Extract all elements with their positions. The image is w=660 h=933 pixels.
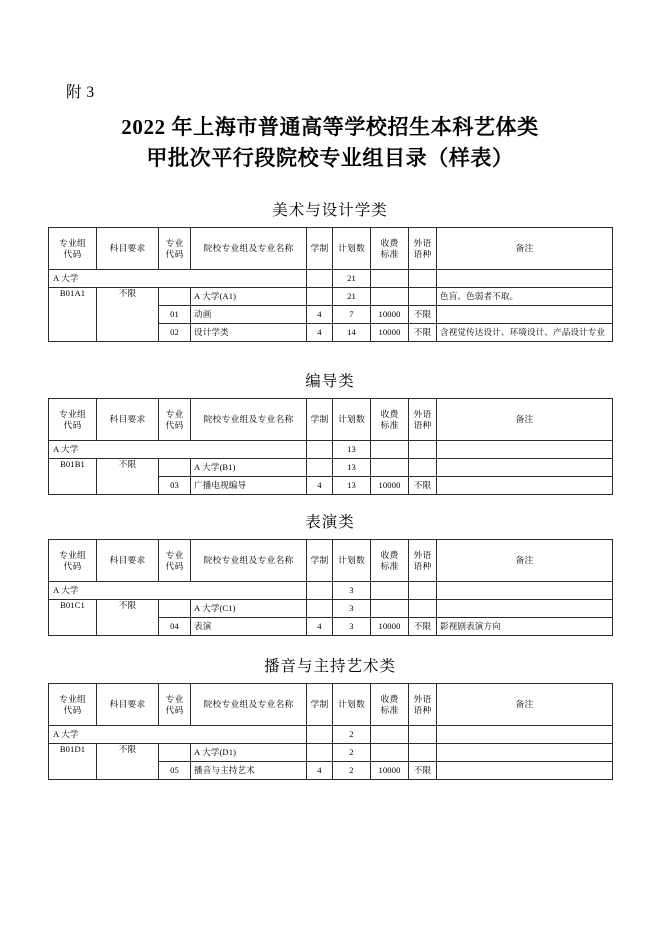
years-cell xyxy=(307,288,333,306)
major-name-cell: A 大学(C1) xyxy=(191,600,307,618)
fee-cell: 10000 xyxy=(371,306,409,324)
header-major-code-line-2: 代码 xyxy=(165,704,184,715)
header-subject-requirement-line-1: 科目要求 xyxy=(109,699,146,709)
university-name-cell: A 大学 xyxy=(49,726,307,744)
header-group-code xyxy=(49,228,97,270)
header-plan-count xyxy=(333,228,371,270)
major-code-cell xyxy=(159,600,191,618)
university-name-cell: A 大学 xyxy=(49,582,307,600)
subject-requirement-cell: 不限 xyxy=(97,288,159,342)
group-code-cell: B01D1 xyxy=(49,744,97,780)
language-cell xyxy=(409,459,437,477)
header-remark-line-1: 备注 xyxy=(515,699,534,709)
header-plan-count xyxy=(333,399,371,441)
major-code-cell: 01 xyxy=(159,306,191,324)
header-years-line-1: 学制 xyxy=(310,555,329,565)
category-section-3 xyxy=(48,512,612,636)
language-cell xyxy=(409,288,437,306)
header-major-code-line-2: 代码 xyxy=(165,248,184,259)
major-name-cell: 播音与主持艺术 xyxy=(191,762,307,780)
catalog-table xyxy=(48,398,613,495)
summary-years-cell xyxy=(307,441,333,459)
header-group-code xyxy=(49,684,97,726)
university-summary-row xyxy=(49,270,613,288)
header-subject-requirement-line-1: 科目要求 xyxy=(109,555,146,565)
header-remark xyxy=(437,228,613,270)
header-foreign-language-line-2: 语种 xyxy=(413,248,432,259)
header-fee-standard xyxy=(371,684,409,726)
category-section-1 xyxy=(48,200,612,342)
page-title-line-2: 甲批次平行段院校专业组目录（样表） xyxy=(146,146,514,170)
header-subject-requirement xyxy=(97,540,159,582)
header-years-line-1: 学制 xyxy=(310,414,329,424)
header-foreign-language-line-2: 语种 xyxy=(413,419,432,430)
page-title xyxy=(0,112,660,174)
remark-cell: 影视剧表演方向 xyxy=(437,618,613,636)
language-cell: 不限 xyxy=(409,306,437,324)
header-foreign-language-line-2: 语种 xyxy=(413,704,432,715)
header-years-line-1: 学制 xyxy=(310,243,329,253)
header-fee-standard xyxy=(371,399,409,441)
header-remark xyxy=(437,540,613,582)
summary-plan-cell: 2 xyxy=(333,726,371,744)
header-major-code xyxy=(159,540,191,582)
remark-cell xyxy=(437,744,613,762)
header-years xyxy=(307,228,333,270)
section-title: 播音与主持艺术类 xyxy=(263,658,396,675)
header-major-code-line-1: 专业 xyxy=(165,408,184,419)
fee-cell xyxy=(371,600,409,618)
summary-fee-cell xyxy=(371,441,409,459)
language-cell: 不限 xyxy=(409,618,437,636)
header-subject-requirement-line-1: 科目要求 xyxy=(109,243,146,253)
plan-count-cell: 14 xyxy=(333,324,371,342)
catalog-table xyxy=(48,683,613,780)
major-code-cell xyxy=(159,288,191,306)
years-cell: 4 xyxy=(307,618,333,636)
header-plan-count-line-1: 计划数 xyxy=(338,414,365,424)
header-remark xyxy=(437,684,613,726)
summary-language-cell xyxy=(409,726,437,744)
plan-count-cell: 2 xyxy=(333,762,371,780)
group-code-cell: B01C1 xyxy=(49,600,97,636)
remark-cell: 含视觉传达设计、环境设计、产品设计专业 xyxy=(437,324,613,342)
fee-cell: 10000 xyxy=(371,324,409,342)
header-major-code-line-1: 专业 xyxy=(165,237,184,248)
header-major-name-line-1: 院校专业组及专业名称 xyxy=(203,414,294,424)
table-header-row xyxy=(49,399,613,441)
header-major-name xyxy=(191,540,307,582)
section-title: 表演类 xyxy=(305,514,355,531)
header-major-name xyxy=(191,399,307,441)
header-plan-count xyxy=(333,684,371,726)
header-plan-count xyxy=(333,540,371,582)
header-remark-line-1: 备注 xyxy=(515,243,534,253)
summary-fee-cell xyxy=(371,726,409,744)
major-name-cell: A 大学(D1) xyxy=(191,744,307,762)
header-group-code xyxy=(49,540,97,582)
header-group-code-line-2: 代码 xyxy=(63,419,82,430)
summary-plan-cell: 13 xyxy=(333,441,371,459)
header-major-code xyxy=(159,684,191,726)
header-plan-count-line-1: 计划数 xyxy=(338,555,365,565)
header-years-line-1: 学制 xyxy=(310,699,329,709)
header-subject-requirement xyxy=(97,228,159,270)
plan-count-cell: 2 xyxy=(333,744,371,762)
fee-cell: 10000 xyxy=(371,762,409,780)
plan-count-cell: 21 xyxy=(333,288,371,306)
major-code-cell xyxy=(159,459,191,477)
summary-language-cell xyxy=(409,270,437,288)
summary-plan-cell: 3 xyxy=(333,582,371,600)
header-major-name-line-1: 院校专业组及专业名称 xyxy=(203,555,294,565)
table-header-row xyxy=(49,228,613,270)
major-code-cell: 03 xyxy=(159,477,191,495)
summary-years-cell xyxy=(307,270,333,288)
major-name-cell: A 大学(A1) xyxy=(191,288,307,306)
plan-count-cell: 3 xyxy=(333,618,371,636)
university-name-cell: A 大学 xyxy=(49,441,307,459)
remark-cell xyxy=(437,306,613,324)
header-fee-standard-line-1: 收费 xyxy=(380,693,399,704)
fee-cell: 10000 xyxy=(371,618,409,636)
header-major-name-line-1: 院校专业组及专业名称 xyxy=(203,243,294,253)
years-cell xyxy=(307,459,333,477)
header-group-code-line-1: 专业组 xyxy=(59,408,86,419)
summary-plan-cell: 21 xyxy=(333,270,371,288)
header-group-code-line-1: 专业组 xyxy=(59,237,86,248)
header-major-code-line-1: 专业 xyxy=(165,693,184,704)
major-code-cell: 02 xyxy=(159,324,191,342)
summary-remark-cell xyxy=(437,726,613,744)
language-cell: 不限 xyxy=(409,762,437,780)
page-title-line-1: 2022 年上海市普通高等学校招生本科艺体类 xyxy=(121,115,539,139)
header-remark xyxy=(437,399,613,441)
header-foreign-language-line-1: 外语 xyxy=(413,693,432,704)
years-cell: 4 xyxy=(307,762,333,780)
summary-fee-cell xyxy=(371,270,409,288)
remark-cell: 色盲、色弱者不取。 xyxy=(437,288,613,306)
catalog-table xyxy=(48,227,613,342)
header-foreign-language xyxy=(409,399,437,441)
category-section-4 xyxy=(48,656,612,780)
summary-remark-cell xyxy=(437,441,613,459)
major-name-cell: 设计学类 xyxy=(191,324,307,342)
section-title: 美术与设计学类 xyxy=(272,202,388,219)
university-summary-row xyxy=(49,726,613,744)
header-group-code-line-2: 代码 xyxy=(63,560,82,571)
header-years xyxy=(307,540,333,582)
summary-language-cell xyxy=(409,582,437,600)
language-cell: 不限 xyxy=(409,324,437,342)
catalog-table xyxy=(48,539,613,636)
header-foreign-language-line-1: 外语 xyxy=(413,237,432,248)
header-fee-standard-line-1: 收费 xyxy=(380,237,399,248)
subject-requirement-cell: 不限 xyxy=(97,600,159,636)
header-foreign-language-line-2: 语种 xyxy=(413,560,432,571)
header-group-code-line-2: 代码 xyxy=(63,704,82,715)
header-fee-standard-line-2: 标准 xyxy=(380,248,399,259)
major-name-cell: 广播电视编导 xyxy=(191,477,307,495)
major-name-cell: A 大学(B1) xyxy=(191,459,307,477)
header-foreign-language xyxy=(409,228,437,270)
header-major-name-line-1: 院校专业组及专业名称 xyxy=(203,699,294,709)
summary-fee-cell xyxy=(371,582,409,600)
header-major-name xyxy=(191,228,307,270)
major-name-cell: 动画 xyxy=(191,306,307,324)
header-major-code xyxy=(159,399,191,441)
major-code-cell: 05 xyxy=(159,762,191,780)
language-cell: 不限 xyxy=(409,477,437,495)
university-summary-row xyxy=(49,441,613,459)
remark-cell xyxy=(437,600,613,618)
section-title: 编导类 xyxy=(305,373,355,390)
fee-cell: 10000 xyxy=(371,477,409,495)
header-foreign-language-line-1: 外语 xyxy=(413,408,432,419)
plan-count-cell: 13 xyxy=(333,477,371,495)
years-cell: 4 xyxy=(307,477,333,495)
language-cell xyxy=(409,600,437,618)
major-name-cell: 表演 xyxy=(191,618,307,636)
header-foreign-language-line-1: 外语 xyxy=(413,549,432,560)
subject-requirement-cell: 不限 xyxy=(97,744,159,780)
fee-cell xyxy=(371,744,409,762)
subject-requirement-cell: 不限 xyxy=(97,459,159,495)
header-fee-standard xyxy=(371,540,409,582)
header-major-code-line-1: 专业 xyxy=(165,549,184,560)
header-fee-standard-line-2: 标准 xyxy=(380,419,399,430)
plan-count-cell: 13 xyxy=(333,459,371,477)
university-name-cell: A 大学 xyxy=(49,270,307,288)
header-major-code-line-2: 代码 xyxy=(165,419,184,430)
header-fee-standard-line-2: 标准 xyxy=(380,560,399,571)
header-remark-line-1: 备注 xyxy=(515,555,534,565)
summary-years-cell xyxy=(307,726,333,744)
header-fee-standard-line-1: 收费 xyxy=(380,408,399,419)
plan-count-cell: 7 xyxy=(333,306,371,324)
table-header-row xyxy=(49,540,613,582)
table-row xyxy=(49,600,613,618)
header-fee-standard-line-1: 收费 xyxy=(380,549,399,560)
table-row xyxy=(49,288,613,306)
header-major-code xyxy=(159,228,191,270)
header-subject-requirement-line-1: 科目要求 xyxy=(109,414,146,424)
attachment-label: 附 3 xyxy=(66,84,95,101)
header-subject-requirement xyxy=(97,684,159,726)
header-plan-count-line-1: 计划数 xyxy=(338,699,365,709)
remark-cell xyxy=(437,477,613,495)
university-summary-row xyxy=(49,582,613,600)
header-major-code-line-2: 代码 xyxy=(165,560,184,571)
group-code-cell: B01B1 xyxy=(49,459,97,495)
header-plan-count-line-1: 计划数 xyxy=(338,243,365,253)
header-years xyxy=(307,684,333,726)
header-group-code-line-2: 代码 xyxy=(63,248,82,259)
header-group-code-line-1: 专业组 xyxy=(59,693,86,704)
table-row xyxy=(49,744,613,762)
summary-remark-cell xyxy=(437,582,613,600)
group-code-cell: B01A1 xyxy=(49,288,97,342)
plan-count-cell: 3 xyxy=(333,600,371,618)
remark-cell xyxy=(437,459,613,477)
remark-cell xyxy=(437,762,613,780)
major-code-cell xyxy=(159,744,191,762)
header-years xyxy=(307,399,333,441)
header-foreign-language xyxy=(409,540,437,582)
years-cell: 4 xyxy=(307,306,333,324)
fee-cell xyxy=(371,459,409,477)
summary-language-cell xyxy=(409,441,437,459)
major-code-cell: 04 xyxy=(159,618,191,636)
years-cell: 4 xyxy=(307,324,333,342)
years-cell xyxy=(307,600,333,618)
table-row xyxy=(49,459,613,477)
header-subject-requirement xyxy=(97,399,159,441)
header-foreign-language xyxy=(409,684,437,726)
language-cell xyxy=(409,744,437,762)
summary-remark-cell xyxy=(437,270,613,288)
header-major-name xyxy=(191,684,307,726)
years-cell xyxy=(307,744,333,762)
table-header-row xyxy=(49,684,613,726)
summary-years-cell xyxy=(307,582,333,600)
header-fee-standard xyxy=(371,228,409,270)
header-group-code xyxy=(49,399,97,441)
header-remark-line-1: 备注 xyxy=(515,414,534,424)
header-fee-standard-line-2: 标准 xyxy=(380,704,399,715)
fee-cell xyxy=(371,288,409,306)
header-group-code-line-1: 专业组 xyxy=(59,549,86,560)
category-section-2 xyxy=(48,371,612,495)
